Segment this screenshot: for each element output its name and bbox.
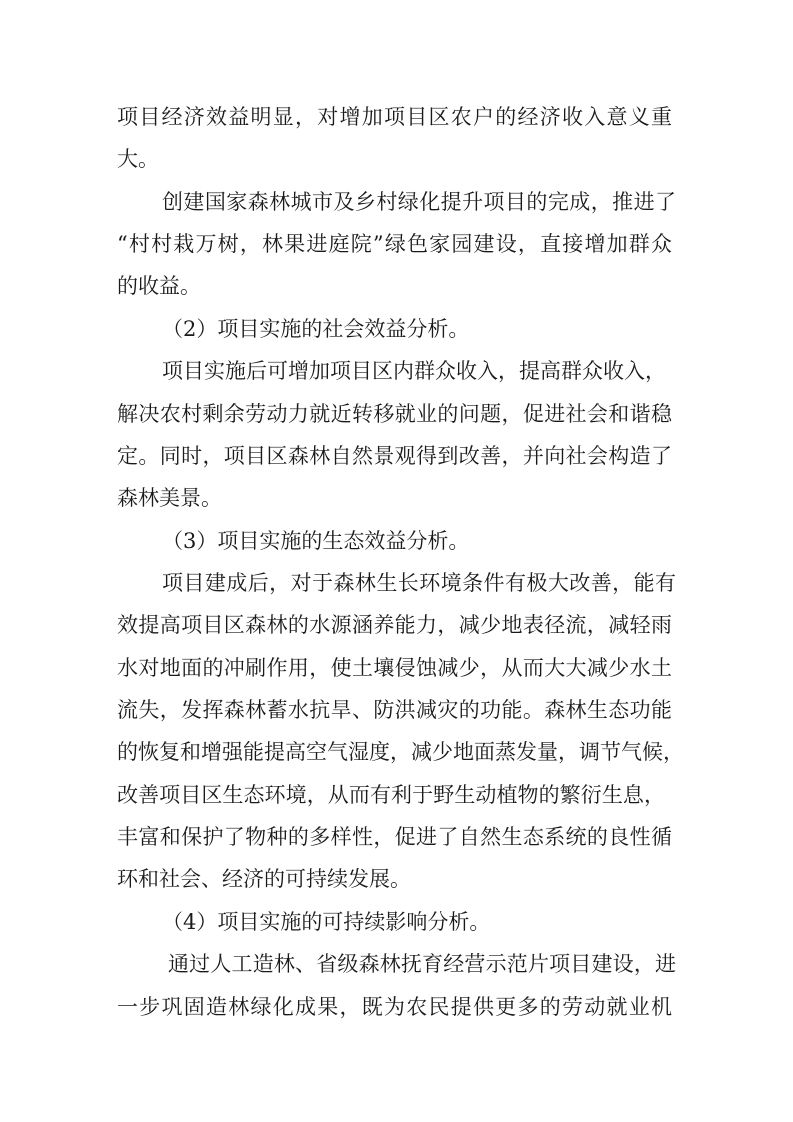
- text-line: 项目建成后，对于森林生长环境条件有极大改善，能有: [162, 571, 676, 595]
- text-line: 通过人工造林、省级森林抚育经营示范片项目建设，进: [168, 952, 676, 976]
- text-line: 一步巩固造林绿化成果，既为农民提供更多的劳动就业机: [117, 995, 672, 1019]
- text-line: 解决农村剩余劳动力就近转移就业的问题，促进社会和谐稳: [117, 402, 672, 426]
- text-line: 的恢复和增强能提高空气湿度，减少地面蒸发量，调节气候，: [117, 740, 684, 764]
- text-line: 项目经济效益明显，对增加项目区农户的经济收入意义重: [117, 105, 672, 129]
- text-line: 改善项目区生态环境，从而有利于野生动植物的繁衍生息，: [117, 783, 665, 807]
- text-line: 森林美景。: [117, 486, 222, 510]
- text-line: 的收益。: [117, 274, 201, 298]
- text-line: 丰富和保护了物种的多样性，促进了自然生态系统的良性循: [117, 825, 672, 849]
- text-line: 定。同时，项目区森林自然景观得到改善，并向社会构造了: [117, 444, 672, 468]
- section-heading: （3）项目实施的生态效益分析。: [162, 529, 470, 553]
- text-line: 创建国家森林城市及乡村绿化提升项目的完成，推进了: [162, 190, 676, 214]
- section-heading: （2）项目实施的社会效益分析。: [162, 317, 470, 341]
- text-line: 流失，发挥森林蓄水抗旱、防洪减灾的功能。森林生态功能: [117, 698, 672, 722]
- text-line: 大。: [117, 147, 159, 171]
- text-line: 效提高项目区森林的水源涵养能力，减少地表径流，减轻雨: [117, 613, 672, 637]
- text-line: 水对地面的冲刷作用，使土壤侵蚀减少，从而大大减少水土: [117, 656, 672, 680]
- text-line: 环和社会、经济的可持续发展。: [117, 867, 411, 891]
- section-heading: （4）项目实施的可持续影响分析。: [162, 910, 491, 934]
- text-line: “村村栽万树，林果进庭院”绿色家园建设，直接增加群众: [117, 232, 672, 256]
- text-line: 项目实施后可增加项目区内群众收入，提高群众收入，: [162, 359, 666, 383]
